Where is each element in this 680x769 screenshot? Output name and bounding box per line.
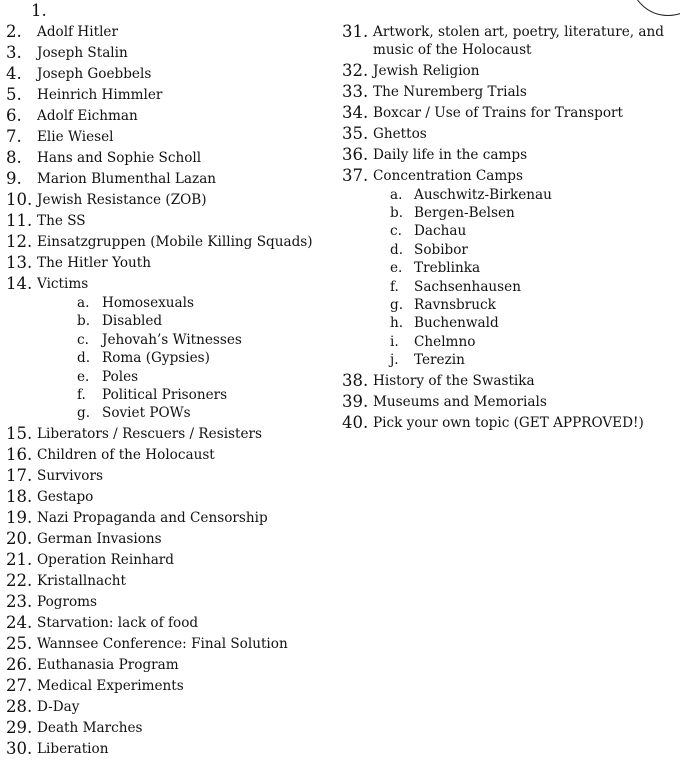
topic-number: 29. xyxy=(6,718,33,737)
subitem-text: Sobibor xyxy=(414,242,468,258)
topic-number: 3. xyxy=(6,43,22,62)
subitem-text: Bergen-Belsen xyxy=(414,205,515,221)
topic-text: Jewish Resistance (ZOB) xyxy=(37,192,207,208)
topic-number: 30. xyxy=(6,739,33,758)
subitem-text: Poles xyxy=(102,369,139,385)
topic-text: D-Day xyxy=(37,699,80,715)
topic-text: Pick your own topic (GET APPROVED!) xyxy=(373,415,644,431)
topic-text: Heinrich Himmler xyxy=(37,87,163,103)
topic-text: Kristallnacht xyxy=(37,573,126,589)
topic-number: 2. xyxy=(6,22,22,41)
topic-text: Boxcar / Use of Trains for Transport xyxy=(373,105,623,121)
topic-number: 38. xyxy=(342,371,369,390)
topic-text: The SS xyxy=(37,213,86,229)
subitem-text: Ravnsbruck xyxy=(414,297,496,313)
topic-number: 15. xyxy=(6,424,33,443)
subitem-text: Sachsenhausen xyxy=(414,279,521,295)
topic-number: 20. xyxy=(6,529,33,548)
topic-text: Ghettos xyxy=(373,126,427,142)
subitem-letter: d. xyxy=(77,350,91,366)
topic-number: 32. xyxy=(342,61,369,80)
topic-number: 25. xyxy=(6,634,33,653)
topic-text: Hans and Sophie Scholl xyxy=(37,150,202,166)
subitem-letter: g. xyxy=(390,297,404,313)
subitem-letter: f. xyxy=(390,279,399,295)
topic-text: Adolf Eichman xyxy=(37,108,138,124)
topic-number: 35. xyxy=(342,124,369,143)
topic-number: 9. xyxy=(6,169,22,188)
subitem-letter: b. xyxy=(77,313,91,329)
subitem-letter: g. xyxy=(77,405,91,421)
subitem-letter: a. xyxy=(77,295,90,311)
subitem-text: Treblinka xyxy=(414,260,481,276)
topic-number: 37. xyxy=(342,166,369,185)
topic-number: 8. xyxy=(6,148,22,167)
subitem-text: Auschwitz-Birkenau xyxy=(414,187,552,203)
topic-number: 36. xyxy=(342,145,369,164)
topic-text: Liberators / Rescuers / Resisters xyxy=(37,426,262,442)
topic-number: 19. xyxy=(6,508,33,527)
topic-text: Joseph Goebbels xyxy=(37,66,152,82)
topic-text: Death Marches xyxy=(37,720,143,736)
topic-number: 40. xyxy=(342,413,369,432)
topic-number: 26. xyxy=(6,655,33,674)
topic-text: Elie Wiesel xyxy=(37,129,114,145)
topic-number: 39. xyxy=(342,392,369,411)
topic-number: 10. xyxy=(6,190,33,209)
topic-number: 17. xyxy=(6,466,33,485)
topic-number: 33. xyxy=(342,82,369,101)
topic-number: 11. xyxy=(6,211,33,230)
topic-text: Victims xyxy=(37,276,89,292)
topic-text: History of the Swastika xyxy=(373,373,535,389)
subitem-text: Roma (Gypsies) xyxy=(102,350,210,366)
subitem-text: Terezin xyxy=(414,352,465,368)
topic-text: Concentration Camps xyxy=(373,168,523,184)
topic-text: Gestapo xyxy=(37,489,94,505)
subitem-letter: e. xyxy=(390,260,403,276)
topic-number: 23. xyxy=(6,592,33,611)
topic-number: 12. xyxy=(6,232,33,251)
subitem-text: Dachau xyxy=(414,223,467,239)
topic-number: 31. xyxy=(342,22,369,41)
topic-text: Survivors xyxy=(37,468,103,484)
topic-text: The Nuremberg Trials xyxy=(373,84,527,100)
topic-number: 27. xyxy=(6,676,33,695)
topic-number: 14. xyxy=(6,274,33,293)
subitem-text: Disabled xyxy=(102,313,163,329)
topic-number: 21. xyxy=(6,550,33,569)
topic-text: Einsatzgruppen (Mobile Killing Squads) xyxy=(37,234,313,250)
subitem-text: Buchenwald xyxy=(414,315,499,331)
subitem-letter: i. xyxy=(390,334,399,350)
subitem-letter: j. xyxy=(390,352,399,368)
subitem-letter: c. xyxy=(390,223,402,239)
topic-number: 34. xyxy=(342,103,369,122)
topic-text: Starvation: lack of food xyxy=(37,615,199,631)
topic-text: Daily life in the camps xyxy=(373,147,528,163)
subitem-letter: b. xyxy=(390,205,404,221)
topic-number: 16. xyxy=(6,445,33,464)
corner-arc-decoration xyxy=(630,0,680,16)
topic-text: Euthanasia Program xyxy=(37,657,179,673)
topic-text: Nazi Propaganda and Censorship xyxy=(37,510,268,526)
topic-text: Adolf Hitler xyxy=(37,24,118,40)
subitem-letter: a. xyxy=(390,187,403,203)
topic-text: Joseph Stalin xyxy=(37,45,128,61)
topic-text: Museums and Memorials xyxy=(373,394,547,410)
subitem-letter: f. xyxy=(77,387,86,403)
topic-number: 1. xyxy=(31,1,47,20)
subitem-letter: c. xyxy=(77,332,89,348)
topic-number: 28. xyxy=(6,697,33,716)
subitem-text: Jehovah’s Witnesses xyxy=(102,332,242,348)
topic-number: 24. xyxy=(6,613,33,632)
topic-text: Liberation xyxy=(37,741,109,757)
subitem-letter: d. xyxy=(390,242,404,258)
subitem-text: Political Prisoners xyxy=(102,387,228,403)
topic-number: 4. xyxy=(6,64,22,83)
subitem-letter: e. xyxy=(77,369,90,385)
subitem-text: Homosexuals xyxy=(102,295,194,311)
subitem-text: Chelmno xyxy=(414,334,476,350)
topic-number: 6. xyxy=(6,106,22,125)
topic-number: 5. xyxy=(6,85,22,104)
subitem-text: Soviet POWs xyxy=(102,405,191,421)
topic-number: 7. xyxy=(6,127,22,146)
topic-text: Wannsee Conference: Final Solution xyxy=(37,636,288,652)
topic-text: Operation Reinhard xyxy=(37,552,175,568)
topic-number: 13. xyxy=(6,253,33,272)
topic-text: Jewish Religion xyxy=(373,63,480,79)
topic-text: Children of the Holocaust xyxy=(37,447,215,463)
topic-text: German Invasions xyxy=(37,531,162,547)
topic-number: 22. xyxy=(6,571,33,590)
topic-text: Artwork, stolen art, poetry, literature, and music of the Holocaust xyxy=(373,24,664,58)
topic-text: Medical Experiments xyxy=(37,678,184,694)
topic-text: Marion Blumenthal Lazan xyxy=(37,171,217,187)
subitem-letter: h. xyxy=(390,315,404,331)
topic-number: 18. xyxy=(6,487,33,506)
topic-text: The Hitler Youth xyxy=(37,255,152,271)
topic-text: Pogroms xyxy=(37,594,98,610)
